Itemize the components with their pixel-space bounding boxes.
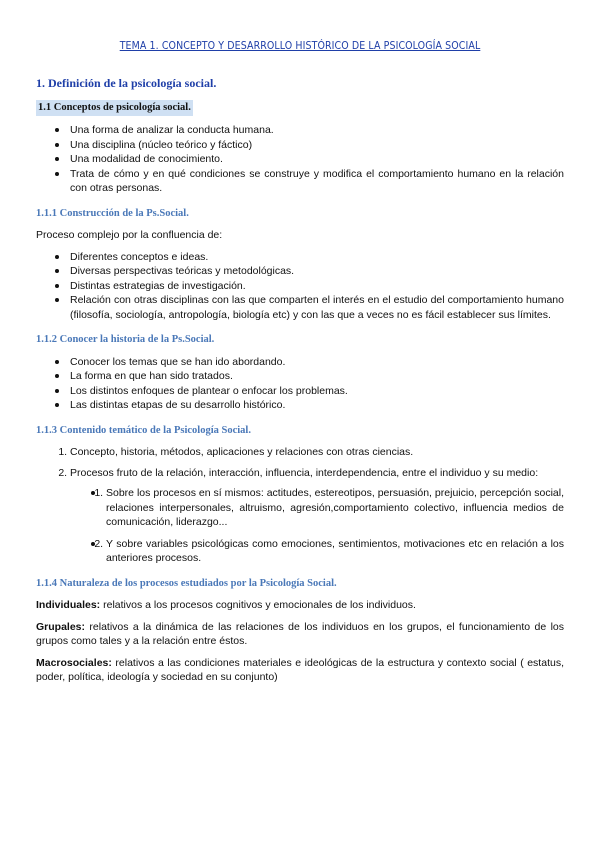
document-title: TEMA 1. CONCEPTO Y DESARROLLO HISTÓRICO DE LA PSICOLOGÍA SOCIAL [119,40,481,52]
paragraph-grupales [36,620,564,649]
thematic-list [36,445,564,566]
definition: relativos a los procesos cognitivos y emocionales de los individuos. [100,599,416,611]
section-1-1-3-heading: 1.1.3 Contenido temático de la Psicología Social. [36,424,251,436]
section-1-1-1-heading: 1.1.1 Construcción de la Ps.Social. [36,207,189,219]
definition: relativos a la dinámica de las relaciones de los individuos en los grupos, el funcionamiento de los grupos como tales y a la relación entre éstos. [36,620,564,647]
sublist-item: 1. Sobre los procesos en sí mismos: actitudes, estereotipos, persuasión, prejuicio, percepción social, relaciones interpersonales, altruismo, agresión,comportamiento colectivo, influencia medios de comunicación, liderazgo... [106,486,564,530]
list-item: Una disciplina (núcleo teórico y fáctico) [70,138,564,153]
section-1-1-4-heading: 1.1.4 Naturaleza de los procesos estudiados por la Psicología Social. [36,577,337,589]
list-item: Distintas estrategias de investigación. [70,279,564,294]
term: Macrosociales: [36,656,112,669]
history-list [36,355,564,413]
sublist-item: 2. Y sobre variables psicológicas como emociones, sentimientos, motivaciones etc en relación a los anteriores procesos. [106,537,564,566]
section-1-1-2-heading: 1.1.2 Conocer la historia de la Ps.Social. [36,334,215,345]
list-item: Una forma de analizar la conducta humana. [70,123,564,138]
list-item-text: Procesos fruto de la relación, interacción, influencia, interdependencia, entre el individuo y su medio: [70,466,539,479]
list-item: Trata de cómo y en qué condiciones se construye y modifica el comportamiento humano en la relación con otras personas. [70,167,564,194]
list-item: Relación con otras disciplinas con las que comparten el interés en el estudio del comportamiento humano (filosofía, sociología, antropología, biología etc) y con las que a veces no es fácil establecer sus límites. [70,294,564,321]
list-item: 1. Concepto, historia, métodos, aplicaciones y relaciones con otras ciencias. [70,445,564,460]
definition: relativos a las condiciones materiales e ideológicas de la estructura y contexto social ( estatus, poder, política, ideología y sociedad en su conjunto) [36,656,564,683]
concepts-list [36,123,564,196]
paragraph-individuales [36,598,564,613]
list-item: La forma en que han sido tratados. [70,369,564,384]
term: Individuales: [36,599,101,611]
list-item: Diversas perspectivas teóricas y metodológicas. [70,264,564,279]
section-1-1-1-intro: Proceso complejo por la confluencia de: [36,229,223,241]
list-item: Las distintas etapas de su desarrollo histórico. [70,398,564,413]
list-item: Conocer los temas que se han ido abordando. [70,355,564,370]
section-1-heading: 1. Definición de la psicología social. [36,76,217,90]
construction-list [36,250,564,323]
paragraph-macrosociales [36,656,564,685]
term: Grupales: [36,620,86,633]
processes-sublist [70,486,564,566]
list-item: Una modalidad de conocimiento. [70,152,564,167]
list-item [70,466,564,566]
document-content [36,76,564,692]
list-item: Diferentes conceptos e ideas. [70,250,564,265]
list-item: Los distintos enfoques de plantear o enfocar los problemas. [70,384,564,399]
section-1-1-heading: 1.1 Conceptos de psicología social. [36,100,193,117]
